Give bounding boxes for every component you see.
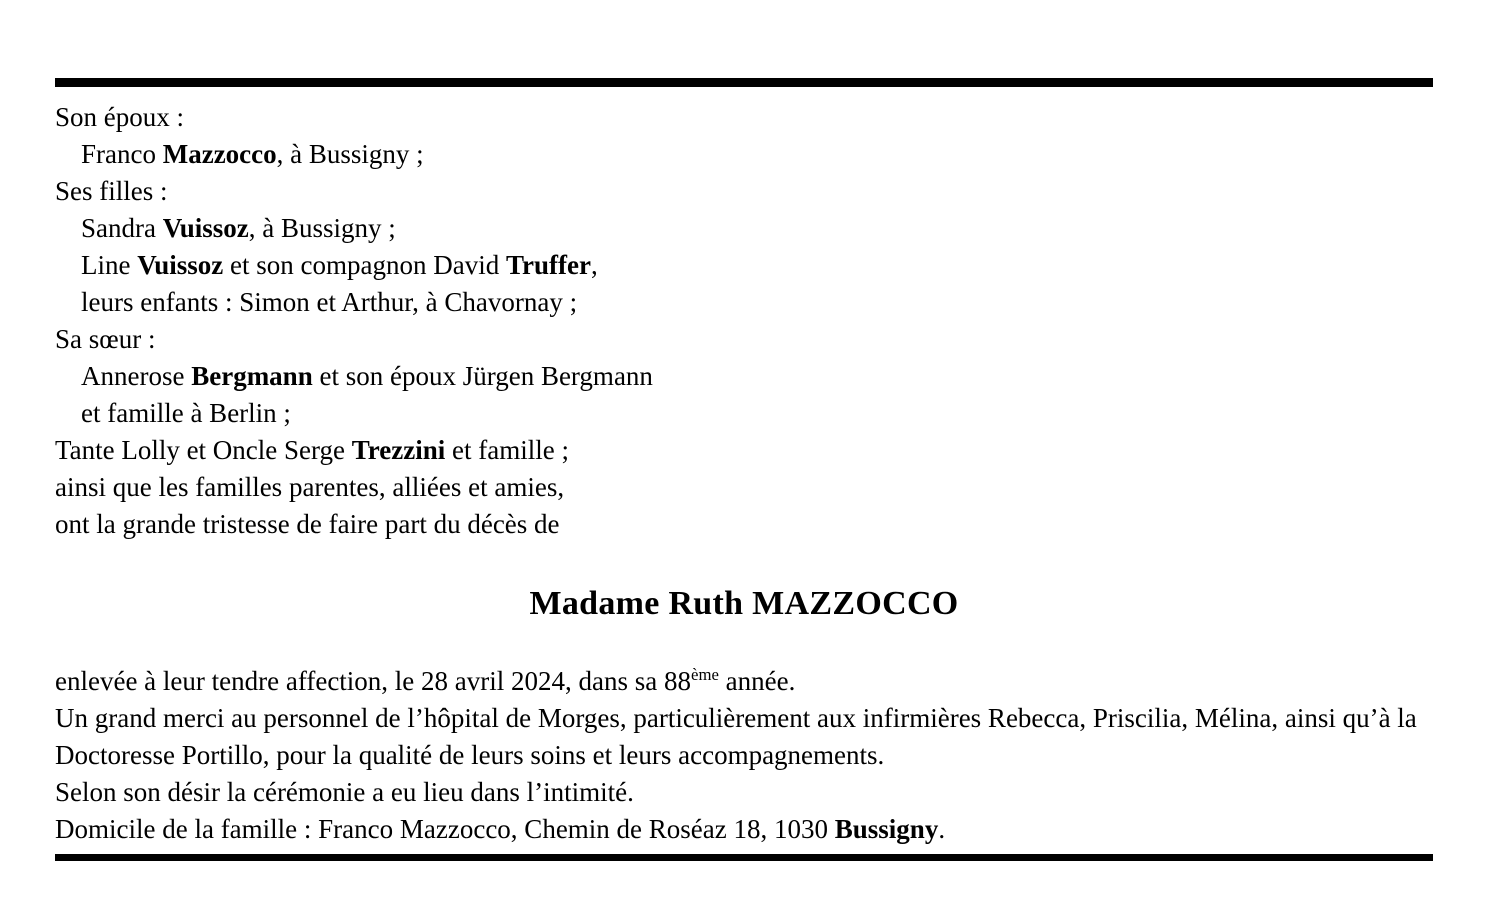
- text-run: Annerose: [81, 361, 192, 391]
- closing-text: [55, 663, 1433, 848]
- family-line-daughter-line: [55, 247, 1433, 284]
- text-run: ,: [590, 250, 598, 280]
- family-line-other-families: [55, 469, 1433, 506]
- text-run: Domicile de la famille : Franco Mazzocco, Chemin de Roséaz 18, 1030: [55, 814, 835, 844]
- text-run: Ses filles :: [55, 176, 168, 206]
- family-line-announcement: [55, 506, 1433, 543]
- family-line-sister-label: [55, 321, 1433, 358]
- text-run: leurs enfants : Simon et Arthur, à Chavornay ;: [81, 287, 578, 317]
- death-notice: [55, 78, 1433, 861]
- closing-passing-line: [55, 663, 1433, 700]
- text-run: Sandra: [81, 213, 163, 243]
- emphasis-text: Vuissoz: [162, 213, 249, 243]
- text-run: ainsi que les familles parentes, alliées et amies,: [55, 472, 565, 502]
- text-run: Sa sœur :: [55, 324, 156, 354]
- text-run: Selon son désir la cérémonie a eu lieu dans l’intimité.: [55, 777, 634, 807]
- emphasis-text: Truffer: [505, 250, 591, 280]
- family-line-daughters-label: [55, 173, 1433, 210]
- closing-address-line: [55, 811, 1433, 848]
- family-line-grandchildren: [55, 284, 1433, 321]
- family-line-sister-name: [55, 358, 1433, 395]
- text-run: et son compagnon David: [223, 250, 506, 280]
- deceased-name: Madame Ruth MAZZOCCO: [529, 585, 959, 622]
- text-run: ont la grande tristesse de faire part du décès de: [55, 509, 560, 539]
- emphasis-text: Bergmann: [191, 361, 313, 391]
- top-rule: [55, 78, 1433, 87]
- emphasis-text: Bussigny: [834, 814, 939, 844]
- emphasis-text: Mazzocco: [162, 139, 277, 169]
- closing-ceremony-line: [55, 774, 1433, 811]
- text-run: Franco: [81, 139, 163, 169]
- text-run: et son époux Jürgen Bergmann: [312, 361, 653, 391]
- text-run: et famille ;: [445, 435, 569, 465]
- text-run: Tante Lolly et Oncle Serge: [55, 435, 352, 465]
- closing-thanks-line: [55, 700, 1433, 774]
- text-run: , à Bussigny ;: [276, 139, 424, 169]
- bottom-rule: [55, 854, 1433, 861]
- family-line-sister-family: [55, 395, 1433, 432]
- family-line-aunt-uncle: [55, 432, 1433, 469]
- text-run: .: [938, 814, 946, 844]
- text-run: enlevée à leur tendre affection, le 28 avril 2024, dans sa 88: [55, 666, 692, 696]
- emphasis-text: Trezzini: [351, 435, 446, 465]
- text-run: Line: [81, 250, 138, 280]
- text-run: , à Bussigny ;: [248, 213, 396, 243]
- family-list: [55, 87, 1433, 543]
- family-line-husband-label: [55, 99, 1433, 136]
- family-line-husband-name: [55, 136, 1433, 173]
- text-run: ème: [691, 665, 719, 684]
- text-run: Un grand merci au personnel de l’hôpital de Morges, particulièrement aux infirmières Rebecca, Priscilia, Mélina, ainsi qu’à la Doctoresse Portillo, pour la qualité de leurs soins et leurs accompagnements.: [55, 703, 1417, 770]
- emphasis-text: Vuissoz: [137, 250, 224, 280]
- text-run: année.: [718, 666, 796, 696]
- family-line-daughter-sandra: [55, 210, 1433, 247]
- text-run: Son époux :: [55, 102, 185, 132]
- text-run: et famille à Berlin ;: [81, 398, 291, 428]
